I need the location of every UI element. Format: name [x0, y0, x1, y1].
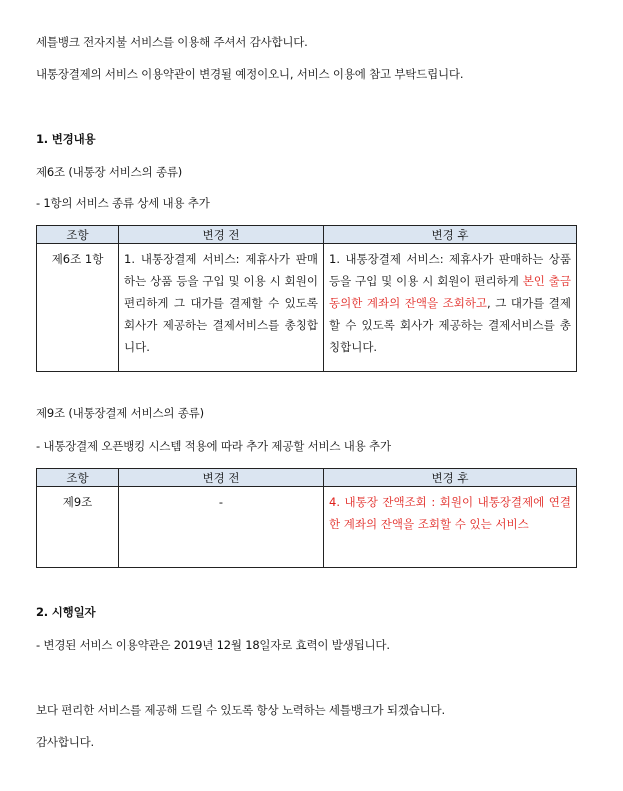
section1-heading: 1. 변경내용 [36, 132, 96, 146]
after-cell [324, 244, 577, 372]
intro-notice: 내통장결제의 서비스 이용약관이 변경될 예정이오니, 서비스 이용에 참고 부탁드립니다. [36, 67, 464, 81]
before-cell: - [119, 487, 324, 568]
header-before: 변경 전 [119, 226, 324, 244]
effective-date-text: - 변경된 서비스 이용약관은 2019년 12월 18일자로 효력이 발생됩니다. [36, 638, 390, 652]
article9-table [36, 468, 577, 568]
table-header-row [37, 469, 577, 487]
before-cell: 1. 내통장결제 서비스: 제휴사가 판매하는 상품 등을 구입 및 이용 시 회원이 편리하게 그 대가를 결제할 수 있도록 회사가 제공하는 결제서비스를 총칭합니다. [119, 244, 324, 372]
section2-heading: 2. 시행일자 [36, 605, 96, 619]
clause-cell: 제9조 [37, 487, 119, 568]
clause-cell: 제6조 1항 [37, 244, 119, 372]
article9-title: 제9조 (내통장결제 서비스의 종류) [36, 406, 204, 420]
after-cell: 4. 내통장 잔액조회 : 회원이 내통장결제에 연결한 계좌의 잔액을 조회할 수 있는 서비스 [324, 487, 577, 568]
table-row [37, 487, 577, 568]
after-text-end: , 그 대가를 결제할 수 있도록 회사가 제공하는 결제서비스를 총칭합니다. [329, 296, 571, 354]
article6-desc: - 1항의 서비스 종류 상세 내용 추가 [36, 196, 210, 210]
table-row [37, 244, 577, 372]
header-after: 변경 후 [324, 226, 577, 244]
closing-line: 보다 편리한 서비스를 제공해 드릴 수 있도록 항상 노력하는 세틀뱅크가 되겠습니다. [36, 703, 445, 717]
header-after: 변경 후 [324, 469, 577, 487]
header-clause: 조항 [37, 226, 119, 244]
after-highlight: 본인 출금동의한 계좌의 잔액을 조회하고 [329, 274, 571, 310]
article6-title: 제6조 (내통장 서비스의 종류) [36, 165, 183, 179]
table-header-row [37, 226, 577, 244]
article9-desc: - 내통장결제 오픈뱅킹 시스템 적용에 따라 추가 제공할 서비스 내용 추가 [36, 439, 391, 453]
article6-table [36, 225, 577, 372]
header-before: 변경 전 [119, 469, 324, 487]
after-text-start: 1. 내통장결제 서비스: 제휴사가 판매하는 상품 등을 구입 및 이용 시 회원이 편리하게 [329, 252, 571, 288]
closing-thanks: 감사합니다. [36, 735, 94, 749]
header-clause: 조항 [37, 469, 119, 487]
intro-greeting: 세틀뱅크 전자지불 서비스를 이용해 주셔서 감사합니다. [36, 35, 308, 49]
